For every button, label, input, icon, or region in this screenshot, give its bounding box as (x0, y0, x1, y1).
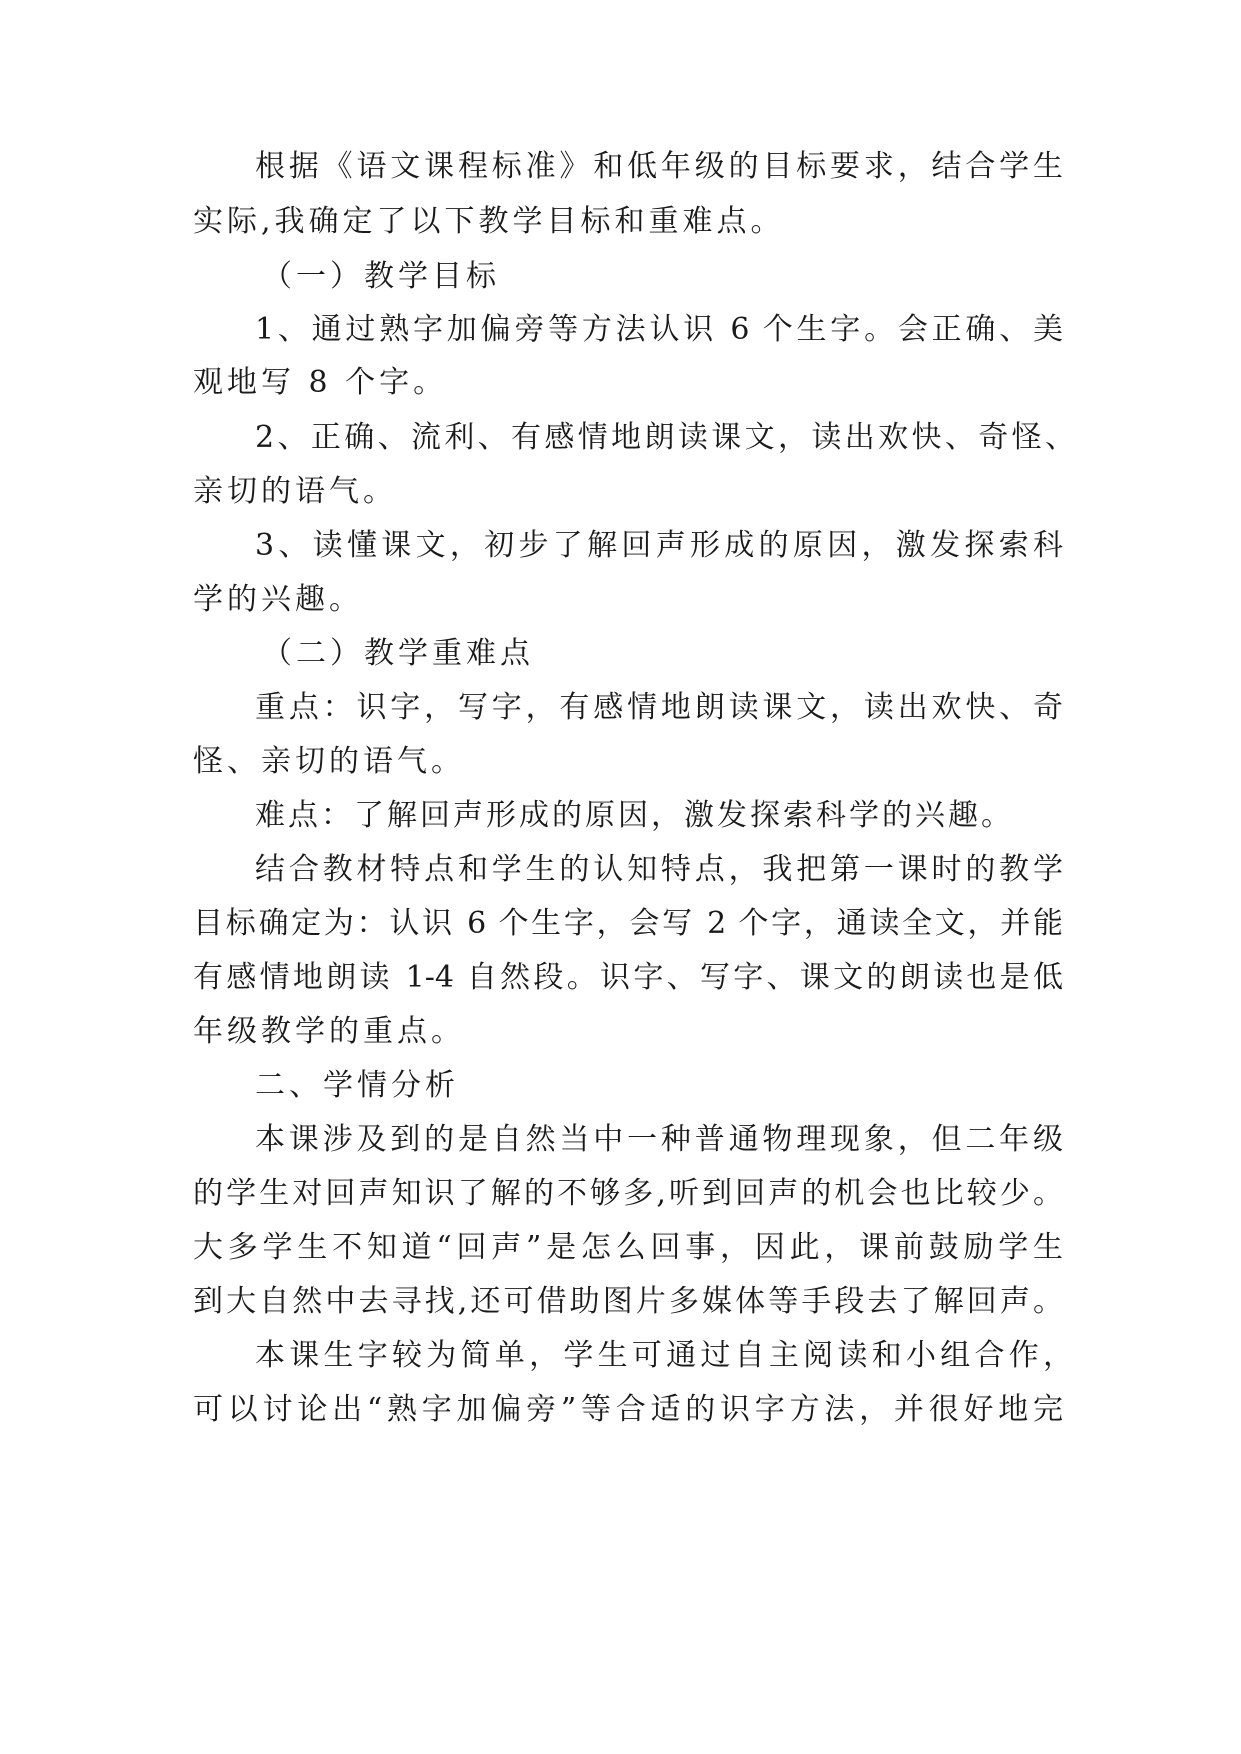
paragraph-line: 根据《语文课程标准》和低年级的目标要求，结合学生 (255, 149, 1063, 184)
section-heading: （一）教学目标 (262, 259, 500, 294)
paragraph-line: 2、正确、流利、有感情地朗读课文，读出欢快、奇怪、 (255, 420, 1075, 455)
paragraph-line: 结合教材特点和学生的认知特点，我把第一课时的教学 (255, 852, 1063, 887)
paragraph-line: 有感情地朗读 1-4 自然段。识字、写字、课文的朗读也是低 (193, 960, 1063, 995)
paragraph-line: 本课生字较为简单，学生可通过自主阅读和小组合作， (255, 1338, 1073, 1373)
paragraph-line: 大多学生不知道“回声”是怎么回事，因此，课前鼓励学生 (193, 1230, 1063, 1265)
paragraph-line: 亲切的语气。 (193, 474, 397, 509)
paragraph-line: 1、通过熟字加偏旁等方法认识 6 个生字。会正确、美 (255, 312, 1063, 347)
paragraph-line: 到大自然中去寻找,还可借助图片多媒体等手段去了解回声。 (193, 1284, 1063, 1319)
paragraph-line: 难点：了解回声形成的原因，激发探索科学的兴趣。 (255, 798, 1014, 833)
paragraph-line: 观地写 8 个字。 (193, 365, 448, 400)
paragraph-line: 学的兴趣。 (193, 582, 363, 617)
paragraph-line: 实际,我确定了以下教学目标和重难点。 (193, 204, 785, 239)
paragraph-line: 重点：识字，写字，有感情地朗读课文，读出欢快、奇 (255, 690, 1063, 725)
paragraph-line: 3、读懂课文，初步了解回声形成的原因，激发探索科 (255, 528, 1063, 563)
paragraph-line: 目标确定为：认识 6 个生字，会写 2 个字，通读全文，并能 (193, 906, 1063, 941)
section-heading: 二、学情分析 (255, 1068, 459, 1103)
paragraph-line: 的学生对回声知识了解的不够多,听到回声的机会也比较少。 (193, 1176, 1063, 1211)
paragraph-line: 怪、亲切的语气。 (193, 744, 465, 779)
paragraph-line: 本课涉及到的是自然当中一种普通物理现象，但二年级 (255, 1122, 1063, 1157)
paragraph-line: 可以讨论出“熟字加偏旁”等合适的识字方法，并很好地完 (193, 1392, 1063, 1427)
section-heading: （二）教学重难点 (262, 636, 534, 671)
paragraph-line: 年级教学的重点。 (193, 1014, 465, 1049)
